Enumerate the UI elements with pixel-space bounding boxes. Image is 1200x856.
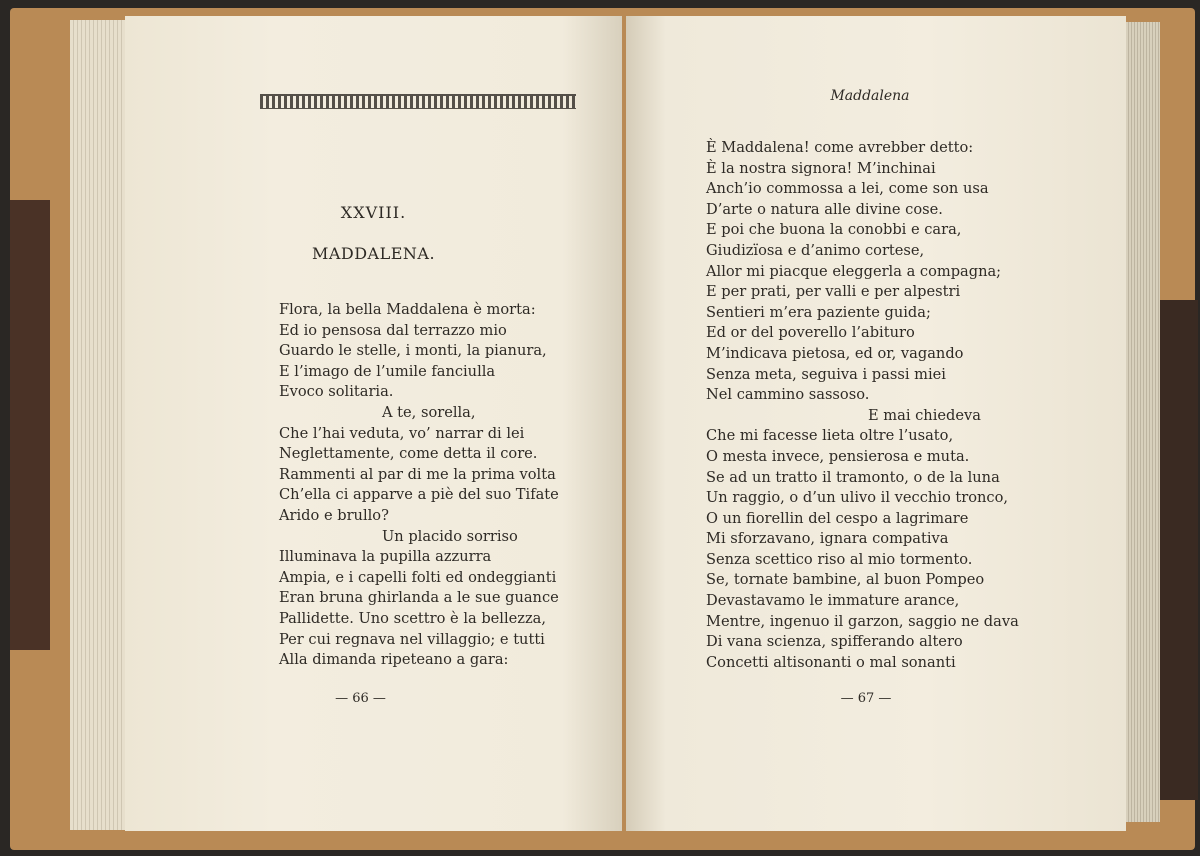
poem-line: Guardo le stelle, i monti, la pianura, (279, 342, 547, 360)
poem-line: Allor mi piacque eleggerla a compagna; (706, 262, 1002, 280)
poem-title: MADDALENA. (311, 244, 436, 263)
poem-text (706, 138, 1019, 673)
poem-line: Nel cammino sassoso. (706, 386, 870, 404)
poem-line: Evoco solitaria. (279, 383, 394, 401)
poem-line: Sentieri m’era paziente guida; (706, 303, 931, 321)
poem-line: Senza meta, seguiva i passi miei (706, 365, 946, 383)
poem-line: Che l’hai veduta, vo’ narrar di lei (279, 424, 525, 442)
poem-line: Ed io pensosa dal terrazzo mio (279, 321, 507, 339)
poem-line: Un raggio, o d’un ulivo il vecchio tronco, (706, 489, 1008, 507)
headpiece-ornament (260, 94, 576, 109)
poem-line: M’indicava pietosa, ed or, vagando (706, 344, 964, 362)
page-number: — 66 — (335, 691, 386, 706)
left-page (125, 16, 622, 831)
poem-line: Alla dimanda ripeteano a gara: (279, 651, 509, 669)
poem-line: Illuminava la pupilla azzurra (279, 548, 492, 566)
poem-line: Un placido sorriso (382, 527, 518, 545)
running-head: Maddalena (830, 88, 910, 104)
poem-text (279, 300, 559, 671)
right-page (626, 16, 1126, 831)
poem-line: È la nostra signora! M’inchinai (706, 159, 936, 177)
poem-line: È Maddalena! come avrebber detto: (706, 139, 974, 156)
cover-leather-left (10, 200, 50, 650)
poem-line: Flora, la bella Maddalena è morta: (279, 301, 536, 318)
poem-line: Concetti altisonanti o mal sonanti (706, 653, 956, 671)
poem-line: E l’imago de l’umile fanciulla (279, 362, 496, 380)
poem-line: Se ad un tratto il tramonto, o de la luna (706, 468, 1000, 486)
poem-line: Arido e brullo? (279, 506, 389, 524)
cover-leather-right (1160, 300, 1198, 800)
poem-line: Se, tornate bambine, al buon Pompeo (706, 571, 985, 589)
page-number: — 67 — (840, 691, 892, 706)
page-edges-right (1120, 22, 1160, 822)
poem-line: A te, sorella, (382, 403, 476, 421)
poem-line: E per prati, per valli e per alpestri (706, 283, 961, 301)
poem-line: Giudizïosa e d’animo cortese, (706, 241, 925, 259)
poem-line: D’arte o natura alle divine cose. (706, 200, 943, 218)
poem-line: Mi sforzavano, ignara compativa (706, 530, 949, 548)
poem-number: XXVIII. (340, 203, 407, 222)
poem-line: Mentre, ingenuo il garzon, saggio ne dava (706, 612, 1019, 630)
poem-line: Senza scettico riso al mio tormento. (706, 550, 973, 568)
poem-line: Ampia, e i capelli folti ed ondeggianti (279, 568, 557, 586)
poem-line: E poi che buona la conobbi e cara, (706, 221, 962, 239)
poem-line: Di vana scienza, spifferando altero (706, 633, 963, 651)
poem-line: Ch’ella ci apparve a piè del suo Tifate (279, 486, 559, 504)
poem-line: Ed or del poverello l’abituro (706, 324, 915, 342)
poem-line: Pallidette. Uno scettro è la bellezza, (279, 609, 546, 627)
poem-line: O mesta invece, pensierosa e muta. (706, 447, 970, 465)
poem-line: Devastavamo le immature arance, (706, 592, 960, 610)
poem-line: Anch’io commossa a lei, come son usa (706, 180, 989, 198)
poem-line: O un fiorellin del cespo a lagrimare (706, 509, 969, 527)
poem-line: Rammenti al par di me la prima volta (279, 465, 556, 483)
poem-line: Per cui regnava nel villaggio; e tutti (279, 630, 545, 648)
poem-line: Eran bruna ghirlanda a le sue guance (279, 589, 559, 607)
poem-line: Neglettamente, come detta il core. (279, 445, 538, 463)
poem-line: E mai chiedeva (868, 406, 981, 424)
poem-line: Che mi facesse lieta oltre l’usato, (706, 427, 954, 445)
